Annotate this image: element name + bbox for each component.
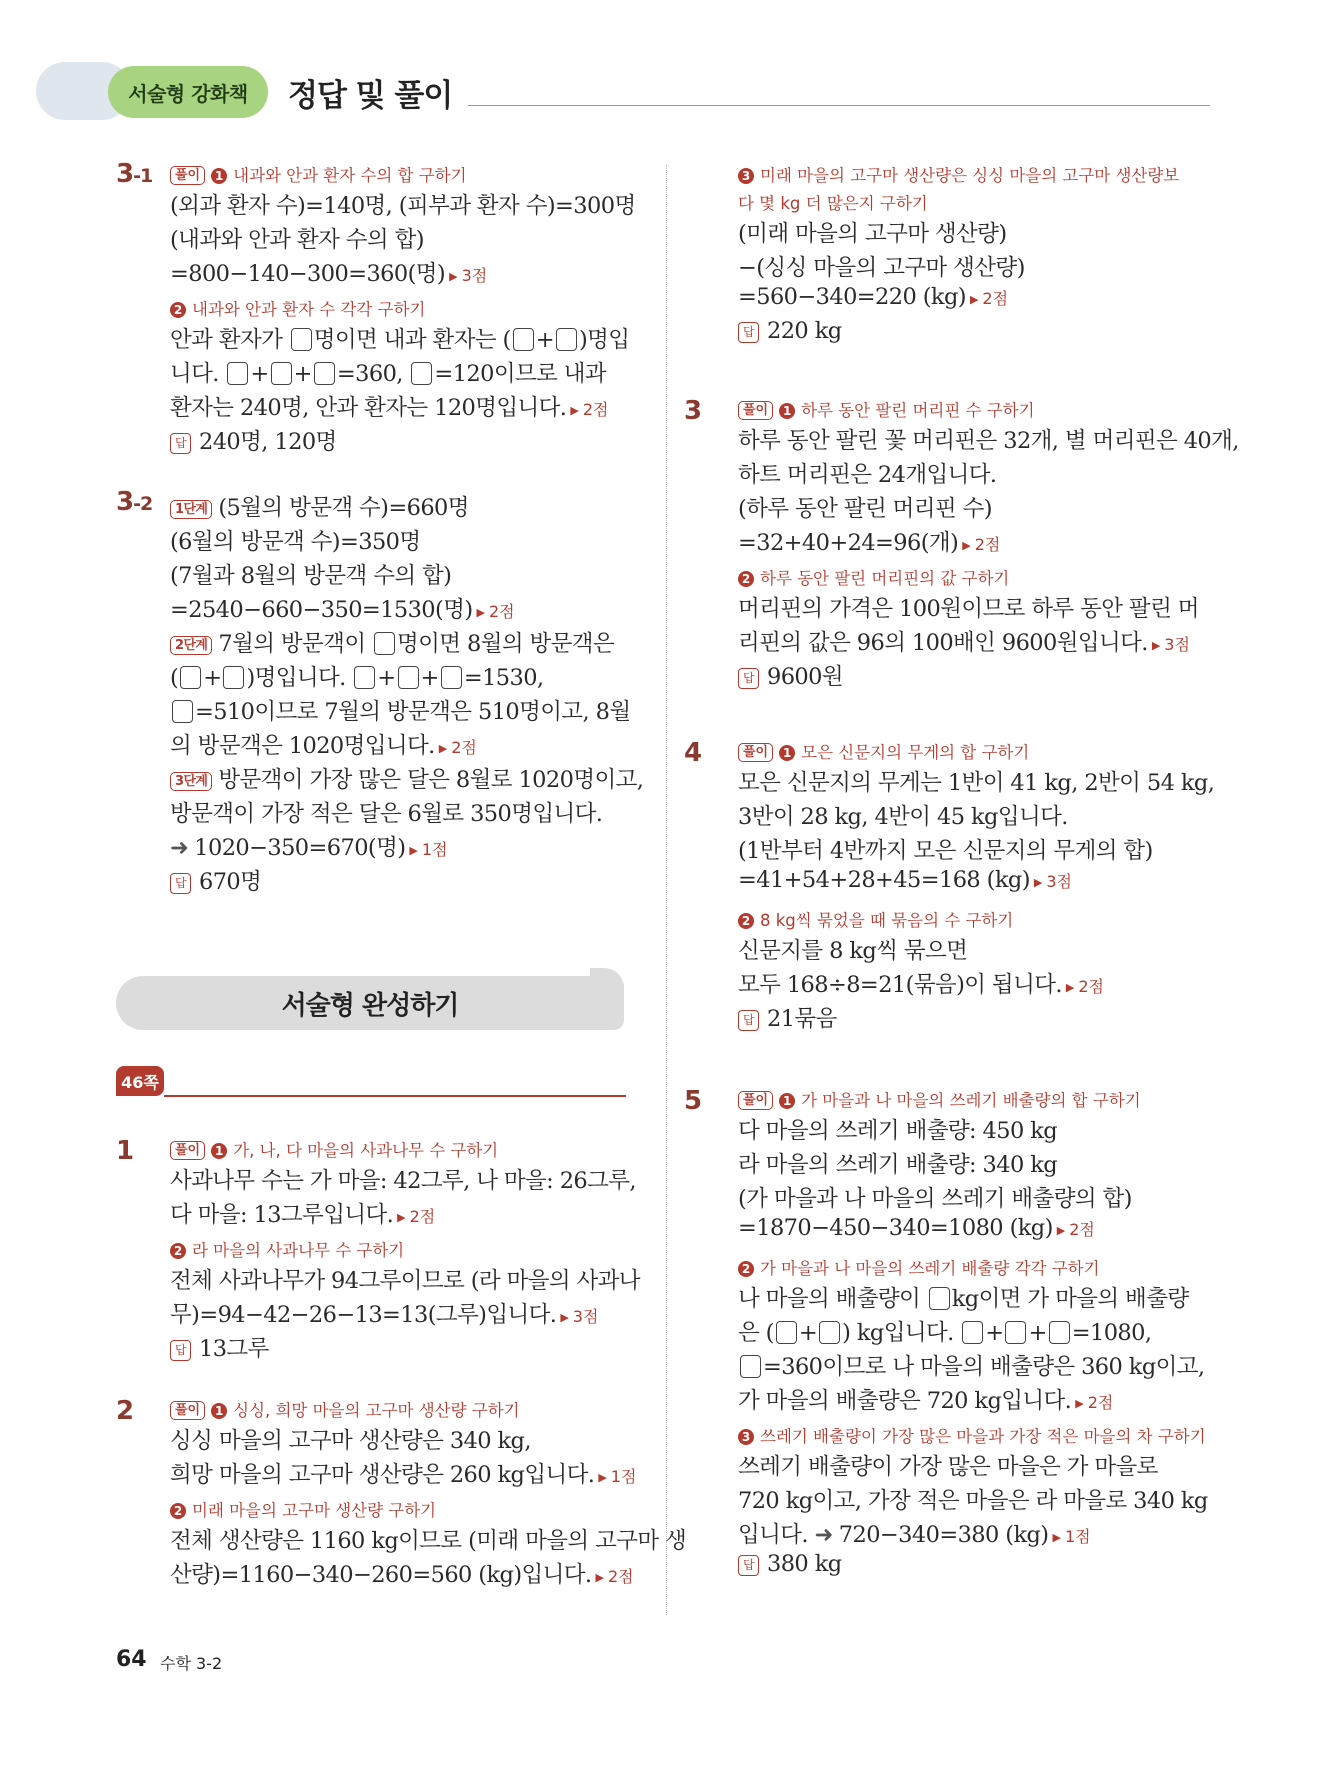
text-line: 희망 마을의 고구마 생산량은 260 kg입니다.▶ 1점 xyxy=(170,1457,636,1489)
page-number: 64 xyxy=(116,1647,147,1672)
circle-2-icon: 2 xyxy=(738,1261,754,1277)
step-heading: 3 미래 마을의 고구마 생산량은 싱싱 마을의 고구마 생산량보 xyxy=(738,162,1179,186)
text-line: 모은 신문지의 무게는 1반이 41 kg, 2반이 54 kg, xyxy=(738,770,1215,796)
blank-box-icon xyxy=(411,362,432,385)
text-line: 산량)=1160−340−260=560 (kg)입니다.▶ 2점 xyxy=(170,1557,634,1589)
step-heading: 3 쓰레기 배출량이 가장 많은 마을과 가장 적은 마을의 차 구하기 xyxy=(738,1423,1206,1447)
blank-box-icon xyxy=(398,666,419,689)
arrow-icon: ➜ xyxy=(170,835,189,861)
answer-line: 답 240명, 120명 xyxy=(170,424,337,456)
text-line: 사과나무 수는 가 마을: 42그루, 나 마을: 26그루, xyxy=(170,1168,636,1194)
step-heading: 2 하루 동안 팔린 머리핀의 값 구하기 xyxy=(738,565,1009,589)
problem-number-1: 1 xyxy=(116,1136,134,1166)
page-reference-badge: 46쪽 xyxy=(116,1066,164,1096)
step-heading: 풀이 1 가, 나, 다 마을의 사과나무 수 구하기 xyxy=(170,1137,498,1161)
text-line: 가 마을의 배출량은 720 kg입니다.▶ 2점 xyxy=(738,1383,1113,1415)
score-label: ▶ 2점 xyxy=(962,535,1000,554)
text-line: 입니다. ➜ 720−340=380 (kg)▶ 1점 xyxy=(738,1517,1091,1549)
answer-line: 답 670명 xyxy=(170,864,261,896)
text-line: 720 kg이고, 가장 적은 마을은 라 마을로 340 kg xyxy=(738,1488,1208,1514)
answer-icon: 답 xyxy=(738,1555,759,1576)
text-line: ➜ 1020−350=670(명)▶ 1점 xyxy=(170,830,448,862)
text-line: =1870−450−340=1080 (kg)▶ 2점 xyxy=(738,1215,1095,1241)
score-label: ▶ 2점 xyxy=(1066,977,1104,996)
header-badge: 서술형 강화책 xyxy=(108,66,268,118)
circle-1-icon: 1 xyxy=(211,1403,227,1419)
step-tag: 3단계 xyxy=(170,772,212,791)
blank-box-icon xyxy=(374,632,395,655)
answer-icon: 답 xyxy=(170,1340,191,1361)
text-line: 은 ( + ) kg입니다. + + =1080, xyxy=(738,1320,1152,1346)
score-label: ▶ 2점 xyxy=(397,1207,435,1226)
section-banner: 서술형 완성하기 xyxy=(116,976,624,1030)
text-line: =41+54+28+45=168 (kg)▶ 3점 xyxy=(738,867,1072,893)
blank-box-icon xyxy=(314,362,335,385)
blank-box-icon xyxy=(291,328,312,351)
text-line: 나 마을의 배출량이 kg이면 가 마을의 배출량 xyxy=(738,1286,1189,1312)
blank-box-icon xyxy=(929,1287,950,1310)
score-label: ▶ 3점 xyxy=(1152,635,1190,654)
text-line: 방문객이 가장 적은 달은 6월로 350명입니다. xyxy=(170,801,603,827)
step-heading: 풀이 1 모은 신문지의 무게의 합 구하기 xyxy=(738,739,1029,763)
page-reference-rule xyxy=(164,1095,626,1097)
step-heading: 다 몇 kg 더 많은지 구하기 xyxy=(738,194,928,213)
blank-box-icon xyxy=(556,328,577,351)
text-line: 다 마을: 13그루입니다.▶ 2점 xyxy=(170,1197,435,1229)
answer-line: 답 21묶음 xyxy=(738,1001,837,1033)
page-title: 정답 및 풀이 xyxy=(288,78,453,114)
blank-box-icon xyxy=(180,666,201,689)
circle-2-icon: 2 xyxy=(170,1243,186,1259)
circle-1-icon: 1 xyxy=(779,1093,795,1109)
text-line: (6월의 방문객 수)=350명 xyxy=(170,529,421,555)
blank-box-icon xyxy=(819,1321,840,1344)
text-line: 전체 사과나무가 94그루이므로 (라 마을의 사과나 xyxy=(170,1268,640,1294)
score-label: ▶ 2점 xyxy=(439,738,477,757)
arrow-icon: ➜ xyxy=(814,1522,833,1548)
score-label: ▶ 3점 xyxy=(449,266,487,285)
column-divider xyxy=(666,165,667,1615)
answer-icon: 답 xyxy=(738,322,759,343)
text-line: =360이므로 나 마을의 배출량은 360 kg이고, xyxy=(738,1349,1204,1381)
text-line: (7월과 8월의 방문객 수의 합) xyxy=(170,563,452,589)
step-tag: 1단계 xyxy=(170,500,212,519)
text-line: 머리핀의 가격은 100원이므로 하루 동안 팔린 머 xyxy=(738,596,1199,622)
circle-2-icon: 2 xyxy=(170,1503,186,1519)
score-label: ▶ 2점 xyxy=(1057,1220,1095,1239)
score-label: ▶ 2점 xyxy=(595,1567,633,1586)
circle-1-icon: 1 xyxy=(779,745,795,761)
circle-1-icon: 1 xyxy=(211,1143,227,1159)
circle-3-icon: 3 xyxy=(738,1429,754,1445)
book-label: 수학 3-2 xyxy=(160,1654,223,1673)
circle-1-icon: 1 xyxy=(779,403,795,419)
pool-tag: 풀이 xyxy=(738,743,773,762)
step-heading: 2 라 마을의 사과나무 수 구하기 xyxy=(170,1237,404,1261)
problem-number-3: 3 xyxy=(684,396,702,426)
score-label: ▶ 2점 xyxy=(477,602,515,621)
answer-icon: 답 xyxy=(170,873,191,894)
score-label: ▶ 3점 xyxy=(560,1307,598,1326)
blank-box-icon xyxy=(1049,1321,1070,1344)
score-label: ▶ 1점 xyxy=(409,840,447,859)
score-label: ▶ 3점 xyxy=(1034,872,1072,891)
text-line: 다 마을의 쓰레기 배출량: 450 kg xyxy=(738,1118,1058,1144)
text-line: 하루 동안 팔린 꽃 머리핀은 32개, 별 머리핀은 40개, xyxy=(738,428,1239,454)
text-line: (1반부터 4반까지 모은 신문지의 무게의 합) xyxy=(738,838,1153,864)
text-line: 무)=94−42−26−13=13(그루)입니다.▶ 3점 xyxy=(170,1297,598,1329)
text-line: =800−140−300=360(명)▶ 3점 xyxy=(170,256,487,288)
score-label: ▶ 2점 xyxy=(970,289,1008,308)
circle-2-icon: 2 xyxy=(738,571,754,587)
text-line: 3단계 방문객이 가장 많은 달은 8월로 1020명이고, xyxy=(170,762,643,794)
answer-icon: 답 xyxy=(738,668,759,689)
circle-1-icon: 1 xyxy=(211,168,227,184)
text-line: =560−340=220 (kg)▶ 2점 xyxy=(738,284,1008,310)
answer-line: 답 220 kg xyxy=(738,318,842,344)
answer-line: 답 9600원 xyxy=(738,659,843,691)
header-rule xyxy=(468,105,1210,106)
answer-icon: 답 xyxy=(738,1010,759,1031)
text-line: 전체 생산량은 1160 kg이므로 (미래 마을의 고구마 생 xyxy=(170,1528,687,1554)
circle-2-icon: 2 xyxy=(170,302,186,318)
problem-number-2: 2 xyxy=(116,1396,134,1426)
blank-box-icon xyxy=(1005,1321,1026,1344)
score-label: ▶ 2점 xyxy=(570,400,608,419)
step-heading: 풀이 1 가 마을과 나 마을의 쓰레기 배출량의 합 구하기 xyxy=(738,1087,1141,1111)
problem-number-3-2: 3-2 xyxy=(116,487,153,517)
step-heading: 2 8 kg씩 묶었을 때 묶음의 수 구하기 xyxy=(738,907,1013,931)
problem-number-3-1: 3-1 xyxy=(116,159,153,189)
text-line: (외과 환자 수)=140명, (피부과 환자 수)=300명 xyxy=(170,193,636,219)
score-label: ▶ 2점 xyxy=(1075,1393,1113,1412)
answer-icon: 답 xyxy=(170,433,191,454)
circle-2-icon: 2 xyxy=(738,913,754,929)
text-line: 1단계 (5월의 방문객 수)=660명 xyxy=(170,490,469,522)
score-label: ▶ 1점 xyxy=(1052,1527,1090,1546)
text-line: (내과와 안과 환자 수의 합) xyxy=(170,227,424,253)
text-line: (하루 동안 팔린 머리핀 수) xyxy=(738,496,992,522)
blank-box-icon xyxy=(740,1355,761,1378)
score-label: ▶ 1점 xyxy=(598,1467,636,1486)
blank-box-icon xyxy=(776,1321,797,1344)
pool-tag: 풀이 xyxy=(738,401,773,420)
step-heading: 풀이 1 하루 동안 팔린 머리핀 수 구하기 xyxy=(738,397,1035,421)
blank-box-icon xyxy=(962,1321,983,1344)
blank-box-icon xyxy=(227,362,248,385)
pool-tag: 풀이 xyxy=(170,1141,205,1160)
text-line: 쓰레기 배출량이 가장 많은 마을은 가 마을로 xyxy=(738,1454,1158,1480)
circle-3-icon: 3 xyxy=(738,168,754,184)
text-line: 리핀의 값은 96의 100배인 9600원입니다.▶ 3점 xyxy=(738,625,1190,657)
blank-box-icon xyxy=(172,700,193,723)
text-line: 의 방문객은 1020명입니다.▶ 2점 xyxy=(170,728,477,760)
blank-box-icon xyxy=(223,666,244,689)
blank-box-icon xyxy=(271,362,292,385)
text-line: 신문지를 8 kg씩 묶으면 xyxy=(738,938,968,964)
blank-box-icon xyxy=(513,328,534,351)
text-line: 모두 168÷8=21(묶음)이 됩니다.▶ 2점 xyxy=(738,967,1104,999)
answer-line: 답 380 kg xyxy=(738,1551,842,1577)
text-line: (가 마을과 나 마을의 쓰레기 배출량의 합) xyxy=(738,1186,1132,1212)
problem-number-5: 5 xyxy=(684,1086,702,1116)
pool-tag: 풀이 xyxy=(170,1401,205,1420)
step-heading: 풀이 1 내과와 안과 환자 수의 합 구하기 xyxy=(170,162,467,186)
text-line: 안과 환자가 명이면 내과 환자는 ( + )명입 xyxy=(170,327,630,353)
step-heading: 풀이 1 싱싱, 희망 마을의 고구마 생산량 구하기 xyxy=(170,1397,520,1421)
text-line: 라 마을의 쓰레기 배출량: 340 kg xyxy=(738,1152,1058,1178)
step-heading: 2 내과와 안과 환자 수 각각 구하기 xyxy=(170,296,425,320)
problem-number-4: 4 xyxy=(684,738,702,768)
step-heading: 2 가 마을과 나 마을의 쓰레기 배출량 각각 구하기 xyxy=(738,1255,1100,1279)
text-line: −(싱싱 마을의 고구마 생산량) xyxy=(738,255,1025,281)
text-line: =32+40+24=96(개)▶ 2점 xyxy=(738,525,1000,557)
text-line: 3반이 28 kg, 4반이 45 kg입니다. xyxy=(738,804,1068,830)
text-line: 환자는 240명, 안과 환자는 120명입니다.▶ 2점 xyxy=(170,390,608,422)
text-line: =2540−660−350=1530(명)▶ 2점 xyxy=(170,592,515,624)
step-heading: 2 미래 마을의 고구마 생산량 구하기 xyxy=(170,1497,436,1521)
answer-line: 답 13그루 xyxy=(170,1331,269,1363)
step-tag: 2단계 xyxy=(170,636,212,655)
pool-tag: 풀이 xyxy=(738,1091,773,1110)
pool-tag: 풀이 xyxy=(170,166,205,185)
text-line: (미래 마을의 고구마 생산량) xyxy=(738,221,1007,247)
text-line: 하트 머리핀은 24개입니다. xyxy=(738,462,997,488)
text-line: 싱싱 마을의 고구마 생산량은 340 kg, xyxy=(170,1428,531,1454)
text-line: ( + )명입니다. + + =1530, xyxy=(170,665,544,691)
text-line: 니다. + + =360, =120이므로 내과 xyxy=(170,361,607,387)
text-line: =510이므로 7월의 방문객은 510명이고, 8월 xyxy=(170,694,631,726)
text-line: 2단계 7월의 방문객이 명이면 8월의 방문객은 xyxy=(170,626,614,658)
blank-box-icon xyxy=(354,666,375,689)
blank-box-icon xyxy=(441,666,462,689)
